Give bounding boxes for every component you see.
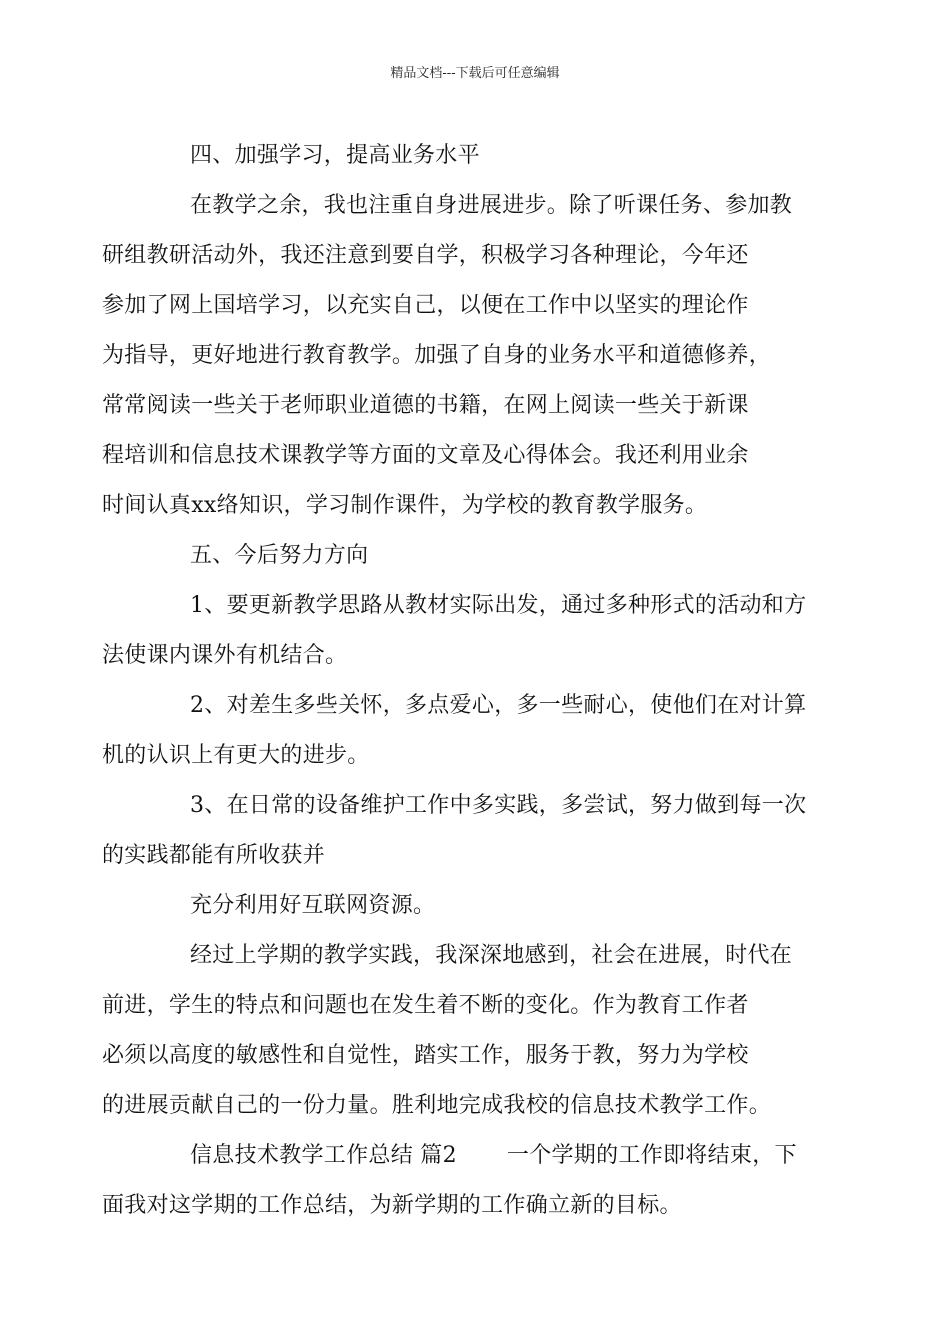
text-line: 法使课内课外有机结合。 (102, 643, 348, 668)
text-line: 时间认真xx络知识，学习制作课件，为学校的教育教学服务。 (102, 493, 708, 518)
section-heading-4 (146, 131, 806, 181)
page-header: 精品文档---下载后可任意编辑 (390, 66, 560, 81)
list-item-1 (102, 581, 807, 681)
paragraph-internet (146, 881, 806, 931)
text-line: 3、在日常的设备维护工作中多实践，多尝试，努力做到每一次 (190, 793, 807, 818)
text-line: 常常阅读一些关于老师职业道德的书籍，在网上阅读一些关于新课 (102, 393, 749, 418)
paragraph-study (102, 181, 806, 531)
list-item-2 (102, 681, 807, 781)
paragraph-summary-2 (102, 1131, 806, 1231)
text-line: 在教学之余，我也注重自身进展进步。除了听课任务、参加教 (190, 193, 793, 218)
summary-intro: 一个学期的工作即将结束，下 (506, 1143, 797, 1168)
text-line: 1、要更新教学思路从教材实际出发，通过多种形式的活动和方 (190, 593, 807, 618)
document-body (102, 131, 807, 1231)
text-line: 面我对这学期的工作总结，为新学期的工作确立新的目标。 (102, 1193, 682, 1218)
text-line: 研组教研活动外，我还注意到要自学，积极学习各种理论，今年还 (102, 243, 749, 268)
text-line: 的实践都能有所收获并 (102, 843, 326, 868)
section-heading-5 (146, 531, 806, 581)
text-line: 参加了网上国培学习，以充实自己，以便在工作中以坚实的理论作 (102, 293, 749, 318)
text-line (146, 1131, 806, 1181)
text-line: 前进，学生的特点和问题也在发生着不断的变化。作为教育工作者 (102, 993, 749, 1018)
text-line: 充分利用好互联网资源。 (190, 893, 436, 918)
text-line: 机的认识上有更大的进步。 (102, 743, 370, 768)
text-line: 2、对差生多些关怀，多点爱心，多一些耐心，使他们在对计算 (190, 693, 807, 718)
text-line: 必须以高度的敏感性和自觉性，踏实工作，服务于教，努力为学校 (102, 1043, 749, 1068)
text-line: 程培训和信息技术课教学等方面的文章及心得体会。我还利用业余 (102, 443, 749, 468)
text-line: 五、今后努力方向 (190, 543, 369, 568)
text-line: 经过上学期的教学实践，我深深地感到，社会在进展，时代在 (190, 943, 793, 968)
paragraph-conclusion (102, 931, 806, 1131)
list-item-3 (102, 781, 807, 881)
text-line: 为指导，更好地进行教育教学。加强了自身的业务水平和道德修养， (102, 343, 772, 368)
summary-title: 信息技术教学工作总结 篇2 (190, 1143, 457, 1168)
text-line: 四、加强学习，提高业务水平 (190, 143, 480, 168)
text-line: 的进展贡献自己的一份力量。胜利地完成我校的信息技术教学工作。 (102, 1093, 772, 1118)
